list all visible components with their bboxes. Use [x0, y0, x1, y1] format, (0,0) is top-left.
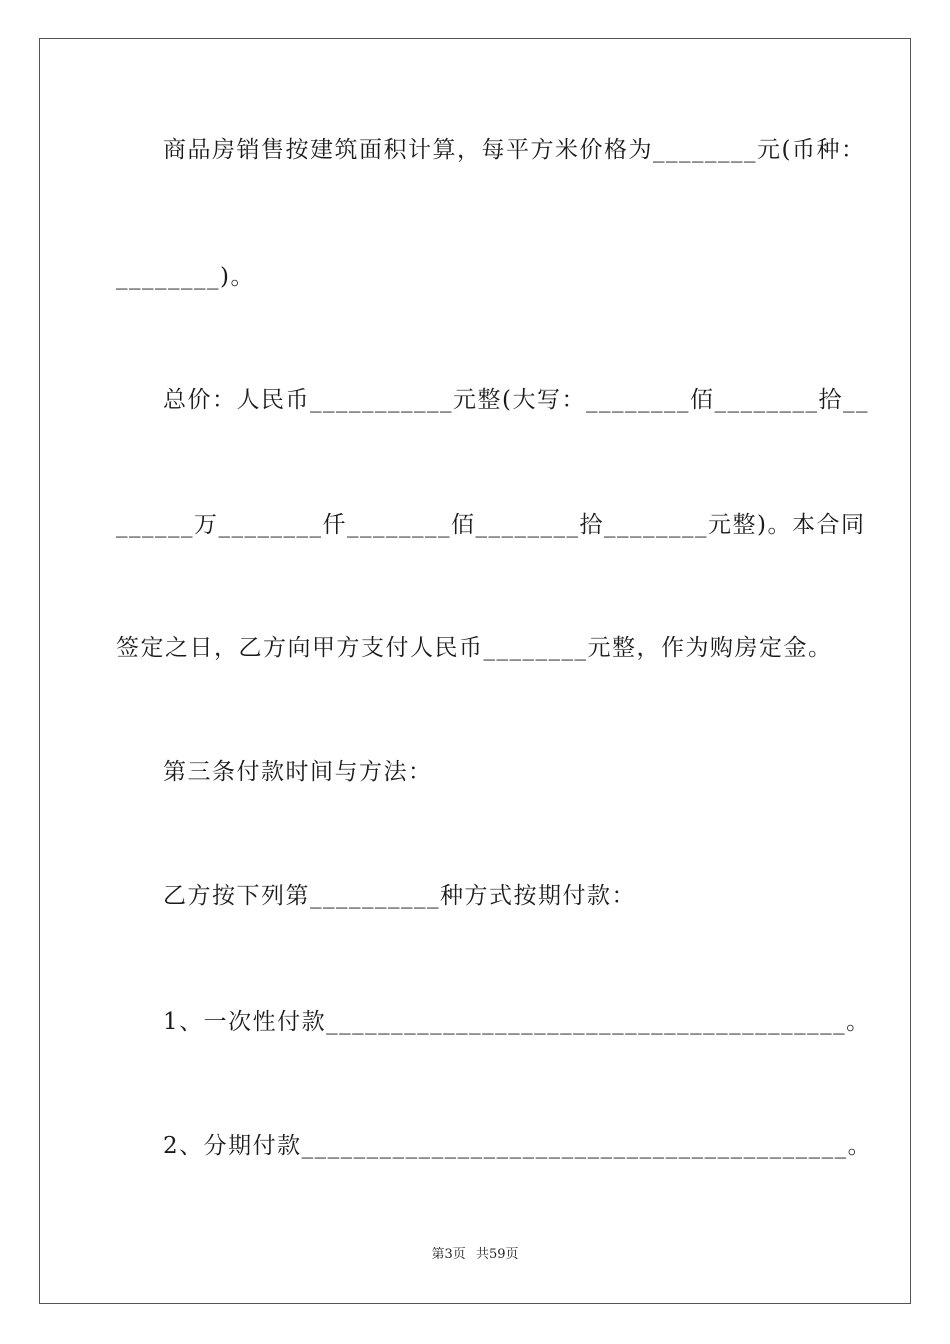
page-footer	[0, 1246, 950, 1264]
payment-method-line: 乙方按下列第__________种方式按期付款：	[163, 883, 636, 909]
lump-sum-payment-line: 1、一次性付款________________________________________。	[163, 1009, 871, 1035]
page-number: 第3页	[431, 1247, 466, 1262]
deposit-line: 签定之日，乙方向甲方支付人民币________元整，作为购房定金。	[116, 635, 833, 661]
page-frame	[39, 38, 911, 1304]
total-price-uppercase-line: ______万________仟________佰________拾________元整)。本合同	[116, 512, 866, 538]
currency-line: ________)。	[116, 264, 255, 290]
page-total: 共59页	[475, 1247, 519, 1262]
article-three-heading: 第三条付款时间与方法：	[163, 759, 433, 785]
total-price-line: 总价：人民币___________元整(大写：________佰________拾__	[163, 387, 869, 413]
price-per-sqm-line: 商品房销售按建筑面积计算，每平方米价格为________元(币种：	[163, 137, 866, 163]
installment-payment-line: 2、分期付款__________________________________________。	[163, 1133, 873, 1159]
